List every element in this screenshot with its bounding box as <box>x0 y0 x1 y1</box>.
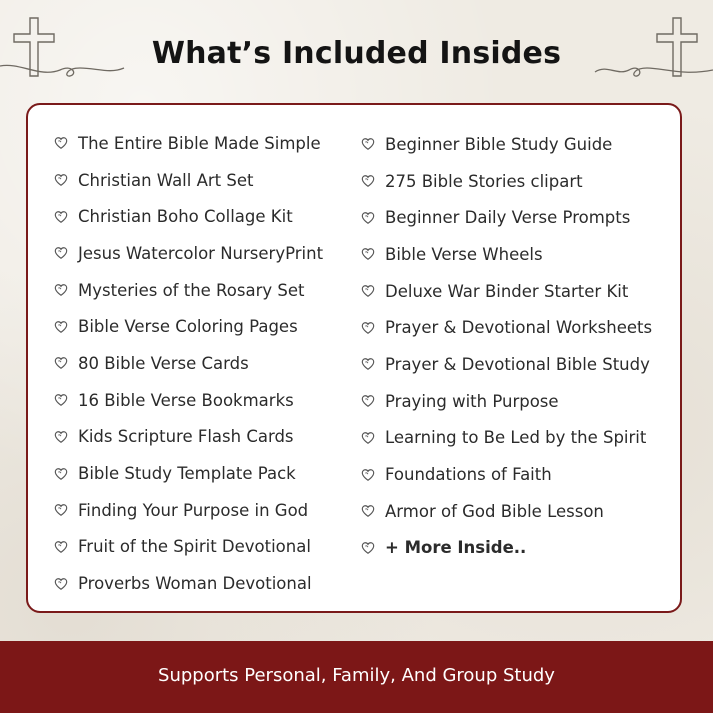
list-item <box>54 382 323 419</box>
heart-outline-icon <box>361 174 375 188</box>
heart-outline-icon <box>54 577 68 591</box>
heart-outline-icon <box>361 137 375 151</box>
list-item-label: Beginner Bible Study Guide <box>385 134 613 154</box>
heart-outline-icon <box>54 320 68 334</box>
list-item <box>361 493 652 530</box>
list-item-label: Mysteries of the Rosary Set <box>78 280 305 300</box>
heart-outline-icon <box>361 394 375 408</box>
list-item-label: 80 Bible Verse Cards <box>78 353 249 373</box>
list-item-label: Jesus Watercolor NurseryPrint <box>78 243 324 263</box>
list-item-label: Proverbs Woman Devotional <box>78 574 312 594</box>
heart-outline-icon <box>54 173 68 187</box>
list-item-label: Bible Verse Coloring Pages <box>78 317 298 337</box>
list-item <box>361 420 652 457</box>
heart-outline-icon <box>361 284 375 298</box>
list-item-label: Praying with Purpose <box>385 391 559 411</box>
heart-outline-icon <box>54 503 68 517</box>
heart-outline-icon <box>361 247 375 261</box>
list-item <box>54 345 323 382</box>
list-item-label: Bible Verse Wheels <box>385 244 543 264</box>
list-item-label: Christian Boho Collage Kit <box>78 207 293 227</box>
list-item-label: Deluxe War Binder Starter Kit <box>385 281 629 301</box>
heart-outline-icon <box>54 136 68 150</box>
list-item <box>361 273 652 310</box>
list-item-label: Armor of God Bible Lesson <box>385 501 604 521</box>
list-item <box>54 235 323 272</box>
list-item-label: Finding Your Purpose in God <box>78 500 309 520</box>
list-item <box>361 346 652 383</box>
heart-outline-icon <box>361 431 375 445</box>
list-item <box>54 565 323 602</box>
list-item <box>54 162 323 199</box>
list-item <box>361 383 652 420</box>
heart-outline-icon <box>361 541 375 555</box>
list-item-label: + More Inside.. <box>385 538 527 558</box>
heart-outline-icon <box>54 356 68 370</box>
list-item <box>361 163 652 200</box>
list-item-label: Kids Scripture Flash Cards <box>78 427 294 447</box>
list-item <box>54 529 323 566</box>
heart-outline-icon <box>361 468 375 482</box>
list-item <box>361 456 652 493</box>
list-item <box>361 530 652 567</box>
list-item-label: Bible Study Template Pack <box>78 464 296 484</box>
heart-outline-icon <box>54 283 68 297</box>
list-item <box>361 309 652 346</box>
heart-outline-icon <box>361 504 375 518</box>
list-item <box>361 236 652 273</box>
list-item-label: Beginner Daily Verse Prompts <box>385 208 631 228</box>
list-item-label: Christian Wall Art Set <box>78 170 254 190</box>
list-item-label: The Entire Bible Made Simple <box>78 133 321 153</box>
heart-outline-icon <box>361 357 375 371</box>
list-item <box>361 126 652 163</box>
heart-outline-icon <box>54 210 68 224</box>
list-item <box>54 455 323 492</box>
page-title: What’s Included Insides <box>151 36 562 71</box>
list-item-label: 16 Bible Verse Bookmarks <box>78 390 294 410</box>
list-item-label: Foundations of Faith <box>385 465 552 485</box>
list-item-label: Fruit of the Spirit Devotional <box>78 537 311 557</box>
heart-outline-icon <box>54 246 68 260</box>
list-item <box>54 492 323 529</box>
list-item <box>54 198 323 235</box>
footer-text: Supports Personal, Family, And Group Study <box>158 665 555 686</box>
heart-outline-icon <box>54 467 68 481</box>
list-item <box>54 308 323 345</box>
heart-outline-icon <box>361 321 375 335</box>
list-item-label: Prayer & Devotional Worksheets <box>385 318 653 338</box>
heart-outline-icon <box>54 540 68 554</box>
list-item <box>361 199 652 236</box>
footer-band <box>0 641 713 713</box>
list-item-label: 275 Bible Stories clipart <box>385 171 583 191</box>
list-item <box>54 272 323 309</box>
right-item-list <box>361 126 652 566</box>
heart-outline-icon <box>54 430 68 444</box>
list-item <box>54 125 323 162</box>
list-item-label: Prayer & Devotional Bible Study <box>385 354 650 374</box>
included-items-card <box>26 103 682 613</box>
left-item-list <box>54 125 323 602</box>
heart-outline-icon <box>361 211 375 225</box>
list-item-label: Learning to Be Led by the Spirit <box>385 428 647 448</box>
heart-outline-icon <box>54 393 68 407</box>
list-item <box>54 419 323 456</box>
